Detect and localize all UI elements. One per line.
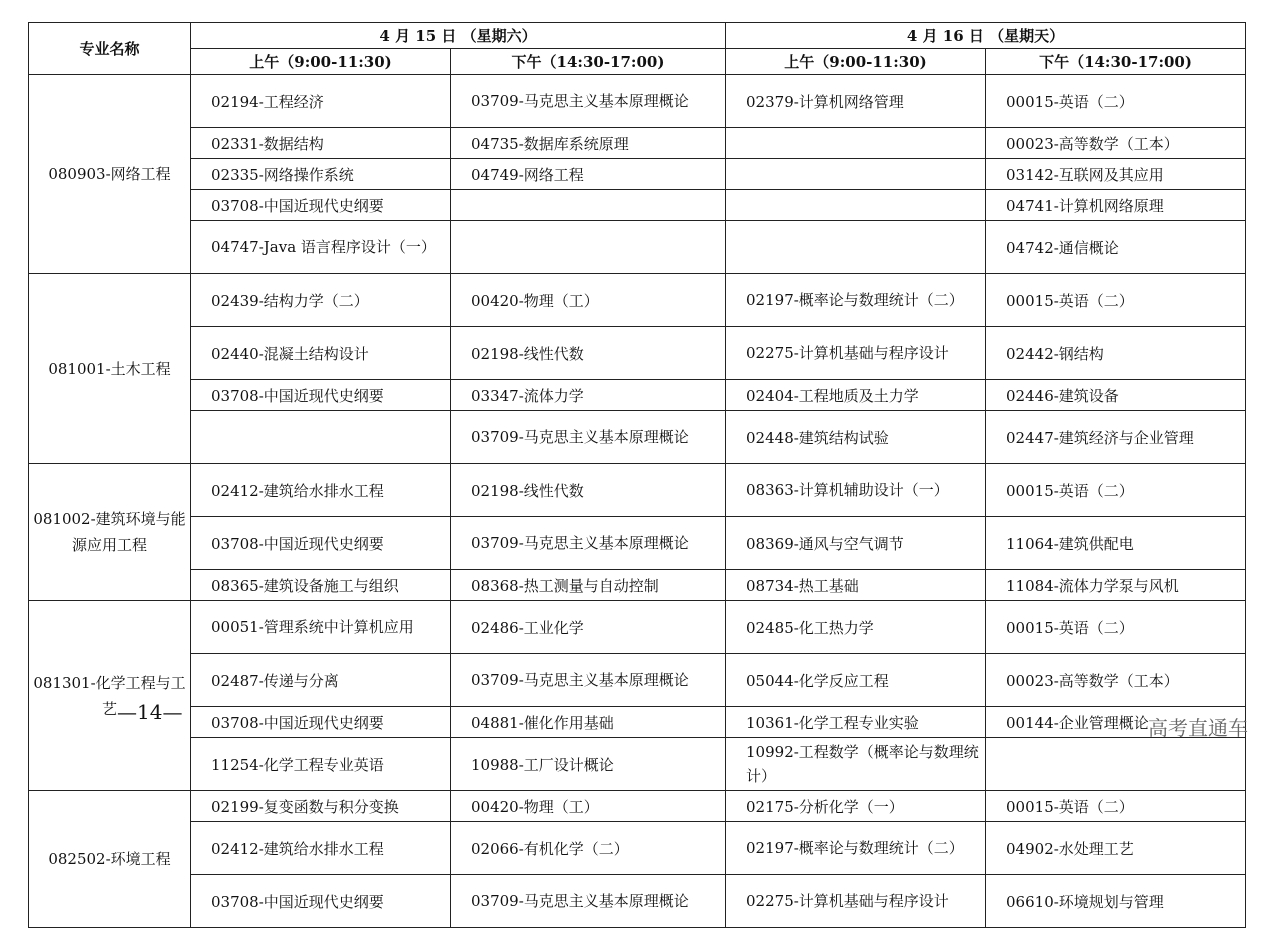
course-cell: 03709-马克思主义基本原理概论 [451,75,726,128]
course-cell: 00015-英语（二） [986,791,1246,822]
course-cell: 04735-数据库系统原理 [451,128,726,159]
major-name-cell: 081001-土木工程 [29,274,191,464]
day1-am-header: 上午（9:00-11:30) [191,49,451,75]
page-number: —14— [117,700,183,724]
course-cell: 03709-马克思主义基本原理概论 [451,411,726,464]
course-cell: 08365-建筑设备施工与组织 [191,570,451,601]
course-cell: 00051-管理系统中计算机应用 [191,601,451,654]
course-cell: 10361-化学工程专业实验 [726,707,986,738]
table-row [29,654,1246,707]
table-row [29,411,1246,464]
table-row [29,327,1246,380]
course-cell: 02197-概率论与数理统计（二） [726,274,986,327]
major-name-header: 专业名称 [29,23,191,75]
schedule-body [29,75,1246,928]
course-cell: 02175-分析化学（一） [726,791,986,822]
course-cell [986,738,1246,791]
course-cell: 03708-中国近现代史纲要 [191,517,451,570]
course-cell: 02487-传递与分离 [191,654,451,707]
course-cell: 02275-计算机基础与程序设计 [726,875,986,928]
course-cell: 03708-中国近现代史纲要 [191,380,451,411]
course-cell: 00420-物理（工） [451,791,726,822]
table-row [29,707,1246,738]
exam-schedule-table [28,22,1246,928]
header-row-sessions [29,49,1246,75]
course-cell [726,128,986,159]
watermark-text: 高考直通车 [1148,716,1248,740]
course-cell: 04742-通信概论 [986,221,1246,274]
course-cell: 02335-网络操作系统 [191,159,451,190]
course-cell: 02439-结构力学（二） [191,274,451,327]
header-row-dates [29,23,1246,49]
course-cell [726,221,986,274]
course-cell: 04902-水处理工艺 [986,822,1246,875]
table-row [29,75,1246,128]
table-row [29,822,1246,875]
day2-pm-header: 下午（14:30-17:00) [986,49,1246,75]
table-row [29,517,1246,570]
course-cell [191,411,451,464]
course-cell: 10992-工程数学（概率论与数理统计） [726,738,986,791]
table-row [29,159,1246,190]
course-cell: 02379-计算机网络管理 [726,75,986,128]
course-cell: 00420-物理（工） [451,274,726,327]
course-cell: 06610-环境规划与管理 [986,875,1246,928]
table-row [29,875,1246,928]
day1-header: 4 月 15 日 （星期六） [191,23,726,49]
course-cell: 10988-工厂设计概论 [451,738,726,791]
table-row [29,791,1246,822]
course-cell [726,190,986,221]
course-cell: 02066-有机化学（二） [451,822,726,875]
course-cell [451,221,726,274]
course-cell: 02199-复变函数与积分变换 [191,791,451,822]
course-cell: 03708-中国近现代史纲要 [191,190,451,221]
course-cell: 08369-通风与空气调节 [726,517,986,570]
course-cell: 03708-中国近现代史纲要 [191,875,451,928]
course-cell: 02194-工程经济 [191,75,451,128]
course-cell: 03142-互联网及其应用 [986,159,1246,190]
day2-am-header: 上午（9:00-11:30) [726,49,986,75]
course-cell: 02442-钢结构 [986,327,1246,380]
course-cell: 00023-高等数学（工本） [986,654,1246,707]
course-cell: 02448-建筑结构试验 [726,411,986,464]
major-name-cell: 080903-网络工程 [29,75,191,274]
course-cell: 04881-催化作用基础 [451,707,726,738]
day1-pm-header: 下午（14:30-17:00) [451,49,726,75]
course-cell: 02412-建筑给水排水工程 [191,464,451,517]
course-cell: 00015-英语（二） [986,75,1246,128]
course-cell: 11084-流体力学泵与风机 [986,570,1246,601]
course-cell: 02197-概率论与数理统计（二） [726,822,986,875]
course-cell: 08734-热工基础 [726,570,986,601]
table-row [29,738,1246,791]
course-cell: 00015-英语（二） [986,274,1246,327]
course-cell: 03709-马克思主义基本原理概论 [451,875,726,928]
course-cell: 02404-工程地质及土力学 [726,380,986,411]
course-cell: 03709-马克思主义基本原理概论 [451,654,726,707]
course-cell: 00015-英语（二） [986,464,1246,517]
course-cell: 02331-数据结构 [191,128,451,159]
course-cell: 11064-建筑供配电 [986,517,1246,570]
course-cell: 02275-计算机基础与程序设计 [726,327,986,380]
course-cell: 11254-化学工程专业英语 [191,738,451,791]
table-row [29,601,1246,654]
course-cell: 00144-企业管理概论 [986,707,1246,738]
table-row [29,274,1246,327]
course-cell: 04749-网络工程 [451,159,726,190]
course-cell: 00015-英语（二） [986,601,1246,654]
table-row [29,570,1246,601]
course-cell [726,159,986,190]
major-name-cell: 081002-建筑环境与能源应用工程 [29,464,191,601]
course-cell: 02446-建筑设备 [986,380,1246,411]
course-cell: 08363-计算机辅助设计（一） [726,464,986,517]
major-name-cell: 082502-环境工程 [29,791,191,928]
table-row [29,128,1246,159]
course-cell [451,190,726,221]
course-cell: 02440-混凝土结构设计 [191,327,451,380]
course-cell: 02447-建筑经济与企业管理 [986,411,1246,464]
course-cell: 00023-高等数学（工本） [986,128,1246,159]
course-cell: 04747-Java 语言程序设计（一） [191,221,451,274]
course-cell: 08368-热工测量与自动控制 [451,570,726,601]
table-row [29,221,1246,274]
course-cell: 02198-线性代数 [451,464,726,517]
course-cell: 03347-流体力学 [451,380,726,411]
major-name-cell: 081301-化学工程与工艺 [29,601,191,791]
course-cell: 05044-化学反应工程 [726,654,986,707]
table-row [29,190,1246,221]
course-cell: 02412-建筑给水排水工程 [191,822,451,875]
course-cell: 03708-中国近现代史纲要 [191,707,451,738]
course-cell: 02486-工业化学 [451,601,726,654]
table-row [29,464,1246,517]
table-row [29,380,1246,411]
course-cell: 02485-化工热力学 [726,601,986,654]
day2-header: 4 月 16 日 （星期天） [726,23,1246,49]
course-cell: 04741-计算机网络原理 [986,190,1246,221]
course-cell: 03709-马克思主义基本原理概论 [451,517,726,570]
course-cell: 02198-线性代数 [451,327,726,380]
